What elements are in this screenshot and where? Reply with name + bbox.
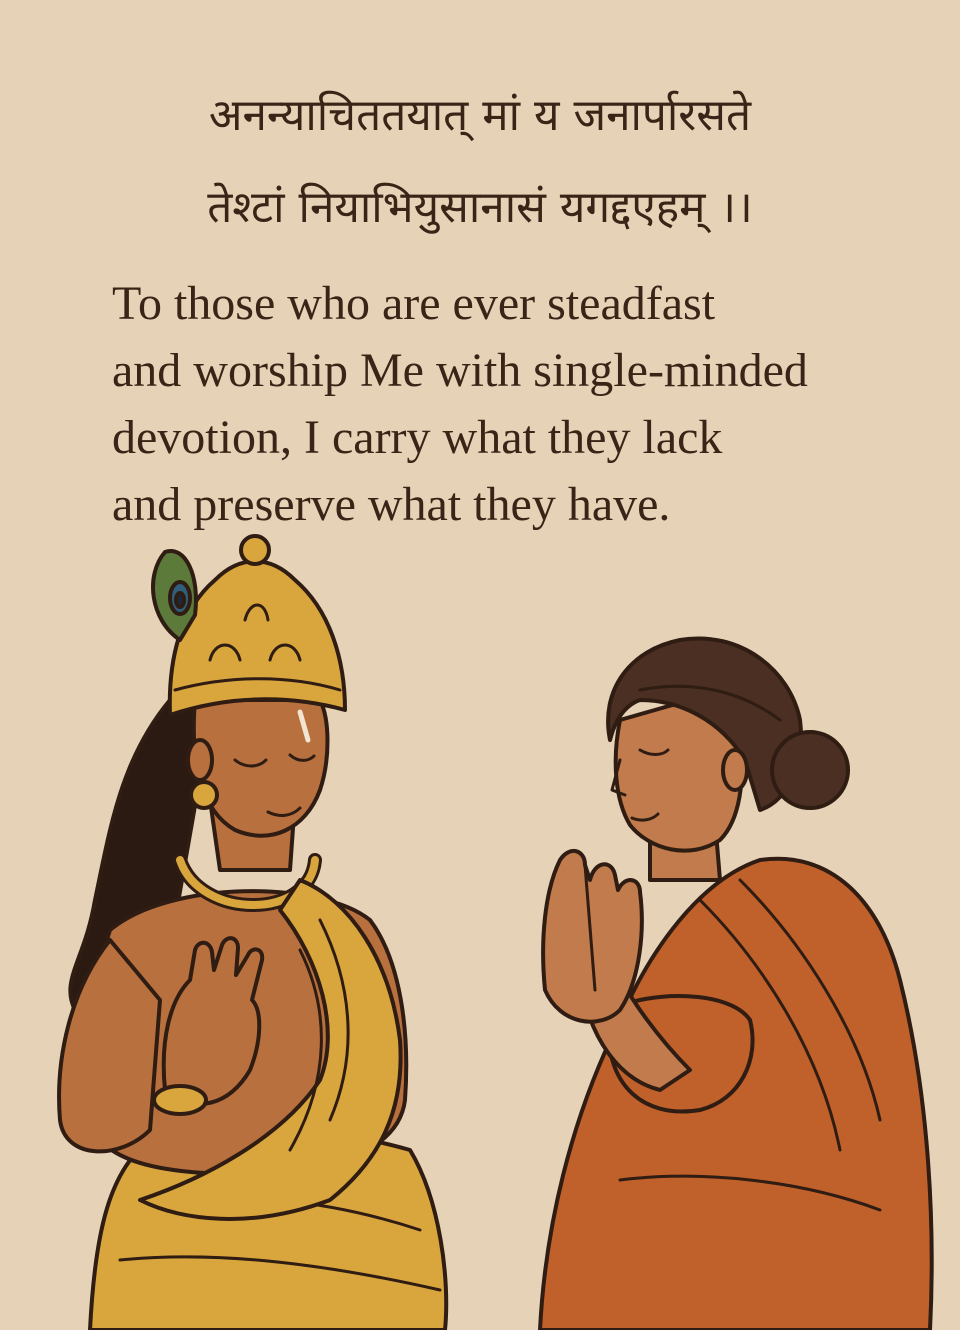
translation-line-3: devotion, I carry what they lack <box>112 411 723 464</box>
sanskrit-verse <box>0 70 960 254</box>
translation-line-4: and preserve what they have. <box>112 478 671 531</box>
translation-line-2: and worship Me with single-minded <box>112 344 808 397</box>
devotee-figure <box>540 638 932 1330</box>
illustration <box>0 530 960 1330</box>
krishna-figure <box>59 536 446 1330</box>
verse-line-1: अनन्याचिततयात् मां य जनार्पारसते <box>208 90 752 141</box>
verse-line-2: तेश्टां नियाभियुसानासं यगद्दएहम् ।। <box>207 182 753 233</box>
translation-line-1: To those who are ever steadfast <box>112 277 716 330</box>
translation-text <box>112 270 952 538</box>
